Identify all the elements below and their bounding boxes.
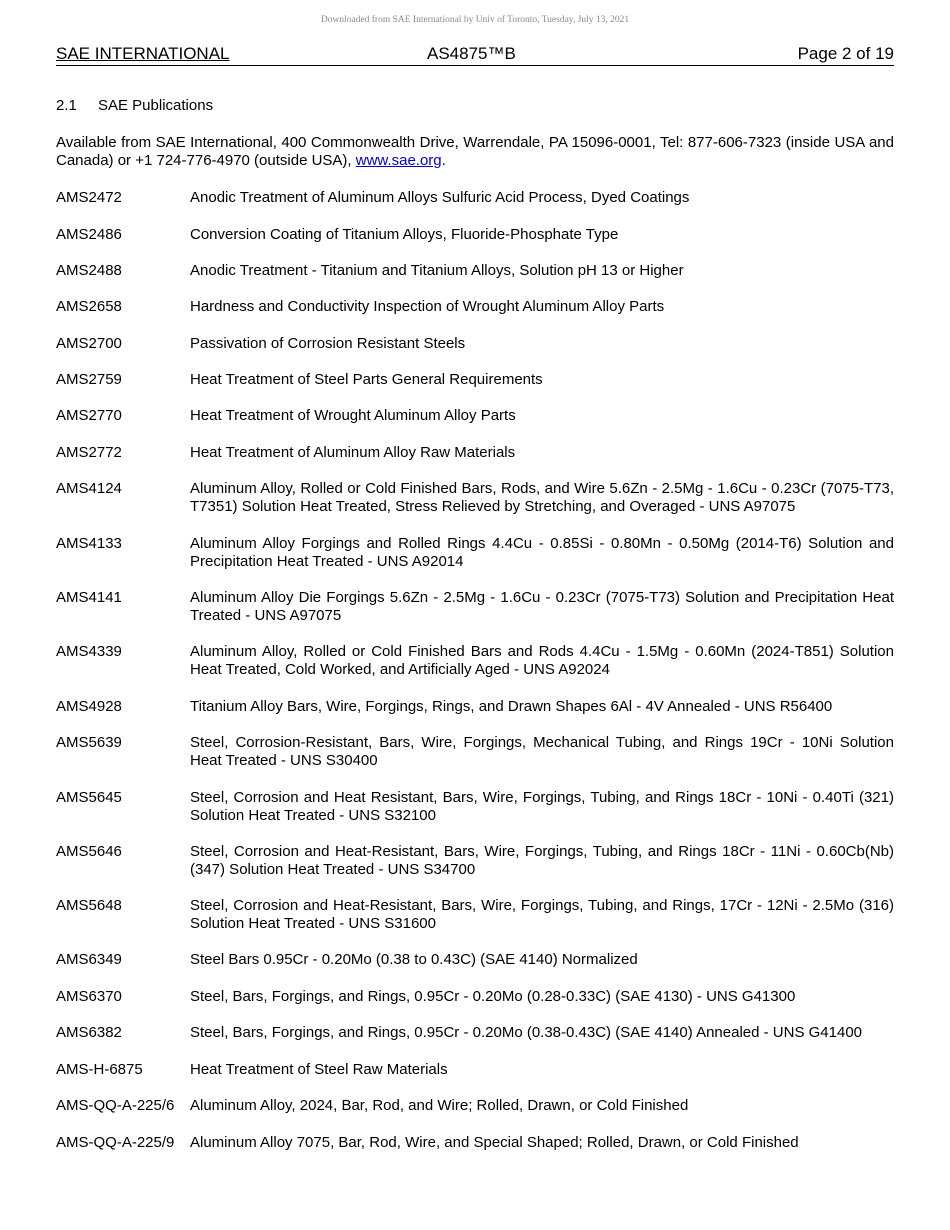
reference-code: AMS2759 [56,371,122,388]
reference-title: Heat Treatment of Steel Raw Materials [190,1061,448,1078]
reference-item [56,988,894,1006]
reference-code: AMS-H-6875 [56,1061,143,1078]
header-organization: SAE INTERNATIONAL [56,44,230,63]
reference-title: Aluminum Alloy Die Forgings 5.6Zn - 2.5Mg - 1.6Cu - 0.23Cr (7075-T73) Solution and Precipitation Heat Treated - UNS A97075 [190,589,894,624]
reference-item [56,298,894,316]
reference-item [56,1134,894,1152]
reference-title: Aluminum Alloy Forgings and Rolled Rings 4.4Cu - 0.85Si - 0.80Mn - 0.50Mg (2014-T6) Solution and Precipitation Heat Treated - UNS A92014 [190,535,894,570]
intro-paragraph [56,134,894,170]
reference-title: Aluminum Alloy, Rolled or Cold Finished Bars, Rods, and Wire 5.6Zn - 2.5Mg - 1.6Cu - 0.23Cr (7075-T73, T7351) Solution Heat Treated, Stress Relieved by Stretching, and Overaged - UNS A97075 [190,480,894,515]
reference-title: Passivation of Corrosion Resistant Steels [190,335,466,352]
reference-title: Steel, Corrosion-Resistant, Bars, Wire, Forgings, Mechanical Tubing, and Rings 19Cr - 10Ni Solution Heat Treated - UNS S30400 [190,734,894,769]
reference-title: Anodic Treatment of Aluminum Alloys Sulfuric Acid Process, Dyed Coatings [190,189,690,206]
reference-item [56,589,894,625]
reference-item [56,371,894,389]
reference-title: Aluminum Alloy, Rolled or Cold Finished Bars and Rods 4.4Cu - 1.5Mg - 0.60Mn (2024-T851) Solution Heat Treated, Cold Worked, and Artificially Aged - UNS A92024 [190,643,894,678]
reference-item [56,226,894,244]
reference-code: AMS4124 [56,480,122,497]
reference-code: AMS-QQ-A-225/6 [56,1097,175,1114]
reference-code: AMS2488 [56,262,122,279]
reference-item [56,535,894,571]
reference-title: Heat Treatment of Steel Parts General Requirements [190,371,543,388]
sae-website-link[interactable]: www.sae.org [355,152,442,169]
reference-item [56,189,894,207]
reference-title: Heat Treatment of Aluminum Alloy Raw Materials [190,444,516,461]
reference-code: AMS2700 [56,335,122,352]
reference-code: AMS5646 [56,843,122,860]
section-heading [56,97,213,115]
reference-code: AMS2772 [56,444,122,461]
section-number: 2.1 [56,97,77,114]
reference-code: AMS6349 [56,951,122,968]
reference-item [56,444,894,462]
reference-item [56,262,894,280]
reference-code: AMS4141 [56,589,122,606]
reference-code: AMS2770 [56,407,122,424]
reference-title: Steel, Bars, Forgings, and Rings, 0.95Cr - 0.20Mo (0.38-0.43C) (SAE 4140) Annealed - UNS G41400 [190,1024,863,1041]
reference-code: AMS6382 [56,1024,122,1041]
reference-title: Steel, Bars, Forgings, and Rings, 0.95Cr - 0.20Mo (0.28-0.33C) (SAE 4130) - UNS G41300 [190,988,796,1005]
reference-item [56,734,894,770]
reference-code: AMS5639 [56,734,122,751]
reference-title: Steel, Corrosion and Heat-Resistant, Bars, Wire, Forgings, Tubing, and Rings, 17Cr - 12Ni - 2.5Mo (316) Solution Heat Treated - UNS S31600 [190,897,894,932]
intro-text: Available from SAE International, 400 Commonwealth Drive, Warrendale, PA 15096-0001, Tel: 877-606-7323 (inside USA and Canada) or +1 724-776-4970 (outside USA), [56,134,894,169]
reference-item [56,951,894,969]
intro-end: . [441,152,446,169]
reference-title: Hardness and Conductivity Inspection of Wrought Aluminum Alloy Parts [190,298,665,315]
page-header [56,44,894,66]
reference-title: Steel Bars 0.95Cr - 0.20Mo (0.38 to 0.43C) (SAE 4140) Normalized [190,951,638,968]
reference-item [56,643,894,679]
header-document-number: AS4875™B [427,44,516,63]
reference-item [56,335,894,353]
reference-title: Heat Treatment of Wrought Aluminum Alloy Parts [190,407,516,424]
download-watermark: Downloaded from SAE International by Univ of Toronto, Tuesday, July 13, 2021 [320,15,630,25]
reference-code: AMS4339 [56,643,122,660]
reference-item [56,480,894,516]
reference-title: Titanium Alloy Bars, Wire, Forgings, Rings, and Drawn Shapes 6Al - 4V Annealed - UNS R56400 [190,698,833,715]
reference-code: AMS4928 [56,698,122,715]
reference-title: Anodic Treatment - Titanium and Titanium Alloys, Solution pH 13 or Higher [190,262,684,279]
reference-item [56,897,894,933]
reference-item [56,698,894,716]
reference-item [56,1061,894,1079]
reference-item [56,843,894,879]
reference-item [56,789,894,825]
reference-title: Conversion Coating of Titanium Alloys, Fluoride-Phosphate Type [190,226,619,243]
reference-item [56,407,894,425]
reference-code: AMS6370 [56,988,122,1005]
reference-title: Steel, Corrosion and Heat Resistant, Bars, Wire, Forgings, Tubing, and Rings 18Cr - 10Ni - 0.40Ti (321) Solution Heat Treated - UNS S32100 [190,789,894,824]
reference-item [56,1024,894,1042]
reference-code: AMS5645 [56,789,122,806]
reference-code: AMS-QQ-A-225/9 [56,1134,175,1151]
reference-item [56,1097,894,1115]
reference-code: AMS2472 [56,189,122,206]
reference-code: AMS5648 [56,897,122,914]
reference-code: AMS2486 [56,226,122,243]
header-page-number: Page 2 of 19 [797,44,894,63]
reference-title: Aluminum Alloy 7075, Bar, Rod, Wire, and Special Shaped; Rolled, Drawn, or Cold Finished [190,1134,799,1151]
section-title: SAE Publications [98,97,214,114]
reference-code: AMS2658 [56,298,122,315]
reference-title: Aluminum Alloy, 2024, Bar, Rod, and Wire; Rolled, Drawn, or Cold Finished [190,1097,689,1114]
reference-title: Steel, Corrosion and Heat-Resistant, Bars, Wire, Forgings, Tubing, and Rings 18Cr - 11Ni - 0.60Cb(Nb) (347) Solution Heat Treated - UNS S34700 [190,843,894,878]
reference-code: AMS4133 [56,535,122,552]
